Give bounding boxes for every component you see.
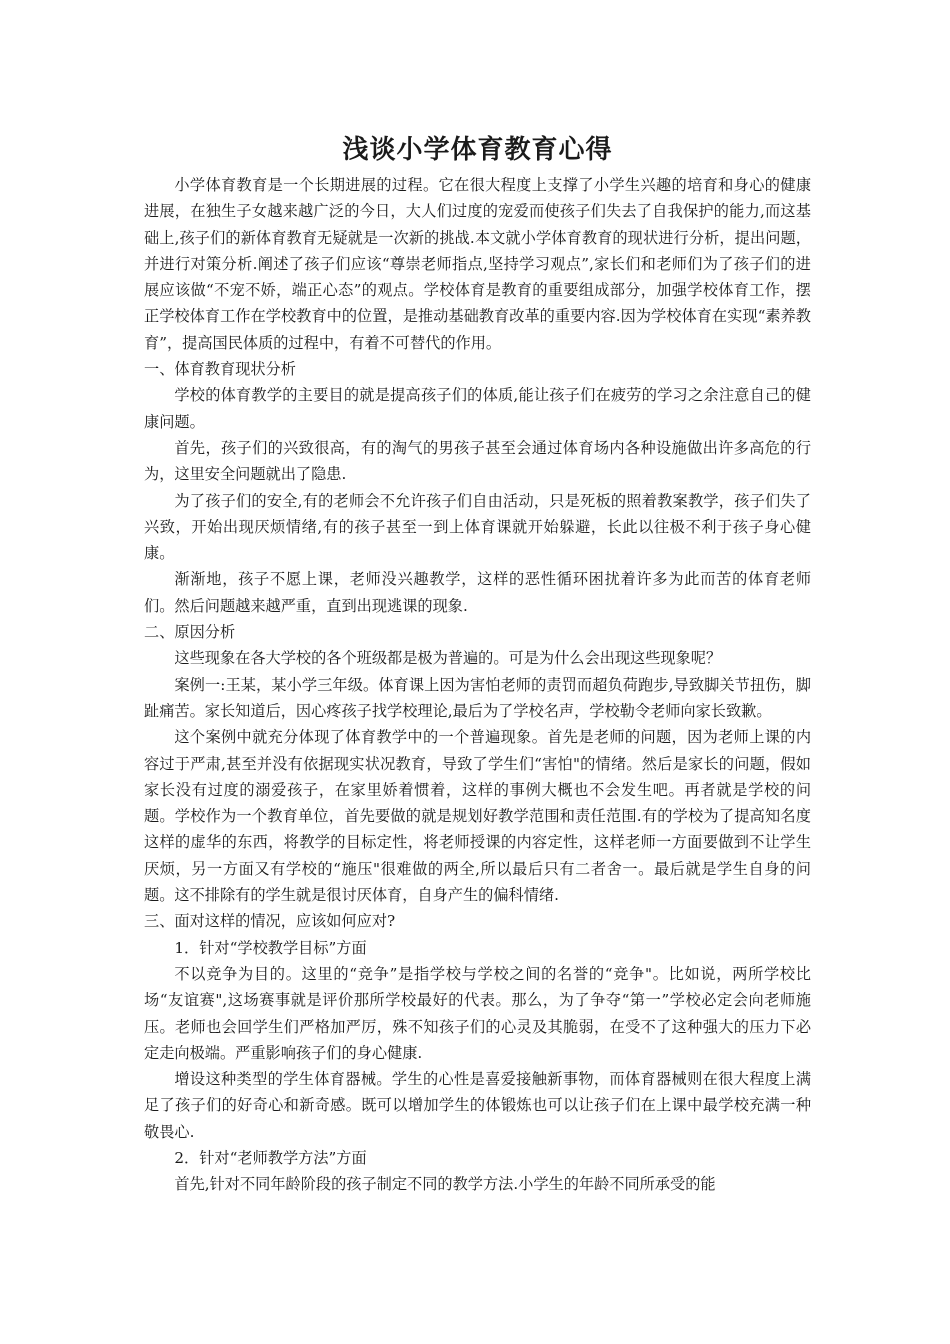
paragraph: 首先，孩子们的兴致很高，有的淘气的男孩子甚至会通过体育场内各种设施做出许多高危的行为，这里安全问题就出了隐患.	[144, 438, 811, 484]
document-page	[144, 128, 811, 1198]
paragraph: 小学体育教育是一个长期进展的过程。它在很大程度上支撑了小学生兴趣的培育和身心的健康进展，在独生子女越来越广泛的今日，大人们过度的宠爱而使孩子们失去了自我保护的能力,而这基础上,孩子们的新体育教育无疑就是一次新的挑战.本文就小学体育教育的现状进行分析，提出问题，并进行对策分析.阐述了孩子们应该“尊崇老师指点,坚持学习观点”,家长们和老师们为了孩子们的进展应该做“不宠不娇，端正心态”的观点。学校体育是教育的重要组成部分，加强学校体育工作，摆正学校体育工作在学校教育中的位置，是推动基础教育改革的重要内容.因为学校体育在实现“素养教育”，提高国民体质的过程中，有着不可替代的作用。	[144, 176, 811, 352]
document-title: 浅谈小学体育教育心得	[342, 135, 613, 165]
paragraph: 首先,针对不同年龄阶段的孩子制定不同的教学方法.小学生的年龄不同所承受的能	[174, 1175, 716, 1194]
paragraph: 学校的体育教学的主要目的就是提高孩子们的体质,能让孩子们在疲劳的学习之余注意自己的健康问题。	[144, 386, 811, 431]
paragraph: 渐渐地，孩子不愿上课，老师没兴趣教学，这样的恶性循环困扰着许多为此而苦的体育老师们。然后问题越来越严重，直到出现逃课的现象.	[144, 570, 811, 615]
paragraph: 增设这种类型的学生体育器械。学生的心性是喜爱接触新事物，而体育器械则在很大程度上满足了孩子们的好奇心和新奇感。既可以增加学生的体锻炼也可以让孩子们在上课中最学校充满一种敬畏心.	[144, 1070, 811, 1141]
paragraph: 不以竞争为目的。这里的“竞争”是指学校与学校之间的名誉的“竞争"。比如说，两所学校比场“友谊赛",这场赛事就是评价那所学校最好的代表。那么，为了争夺“第一”学校必定会向老师施压。老师也会回学生们严格加严厉，殊不知孩子们的心灵及其脆弱，在受不了这种强大的压力下必定走向极端。严重影响孩子们的身心健康.	[144, 964, 811, 1062]
section-heading: 一、体育教育现状分析	[144, 360, 296, 379]
document-body	[144, 172, 811, 1198]
section-heading: 三、面对这样的情况，应该如何应对?	[144, 912, 396, 931]
section-heading: 二、原因分析	[144, 623, 236, 642]
paragraph: 这些现象在各大学校的各个班级都是极为普遍的。可是为什么会出现这些现象呢？	[174, 649, 722, 668]
subsection-heading: 1．针对“学校教学目标”方面	[174, 938, 367, 957]
subsection-heading: 2．针对“老师教学方法”方面	[174, 1148, 367, 1167]
paragraph: 这个案例中就充分体现了体育教学中的一个普遍现象。首先是老师的问题，因为老师上课的内容过于严肃,甚至并没有依据现实状况教育，导致了学生们“害怕"的情绪。然后是家长的问题，假如家长没有过度的溺爱孩子，在家里娇着惯着，这样的事例大概也不会发生吧。再者就是学校的问题。学校作为一个教育单位，首先要做的就是规划好教学范围和责任范围.有的学校为了提高知名度这样的虚华的东西，将教学的目标定性，将老师授课的内容定性，这样老师一方面要做到不让学生厌烦，另一方面又有学校的“施压"很难做的两全,所以最后只有二者舍一。最后就是学生自身的问题。这不排除有的学生就是很讨厌体育，自身产生的偏科情绪.	[144, 728, 811, 905]
paragraph: 案例一:王某，某小学三年级。体育课上因为害怕老师的责罚而超负荷跑步,导致脚关节扭伤，脚趾痛苦。家长知道后，因心疼孩子找学校理论,最后为了学校名声，学校勒令老师向家长致歉。	[144, 675, 811, 720]
paragraph: 为了孩子们的安全,有的老师会不允许孩子们自由活动，只是死板的照着教案教学，孩子们失了兴致，开始出现厌烦情绪,有的孩子甚至一到上体育课就开始躲避，长此以往极不利于孩子身心健康。	[144, 491, 811, 563]
